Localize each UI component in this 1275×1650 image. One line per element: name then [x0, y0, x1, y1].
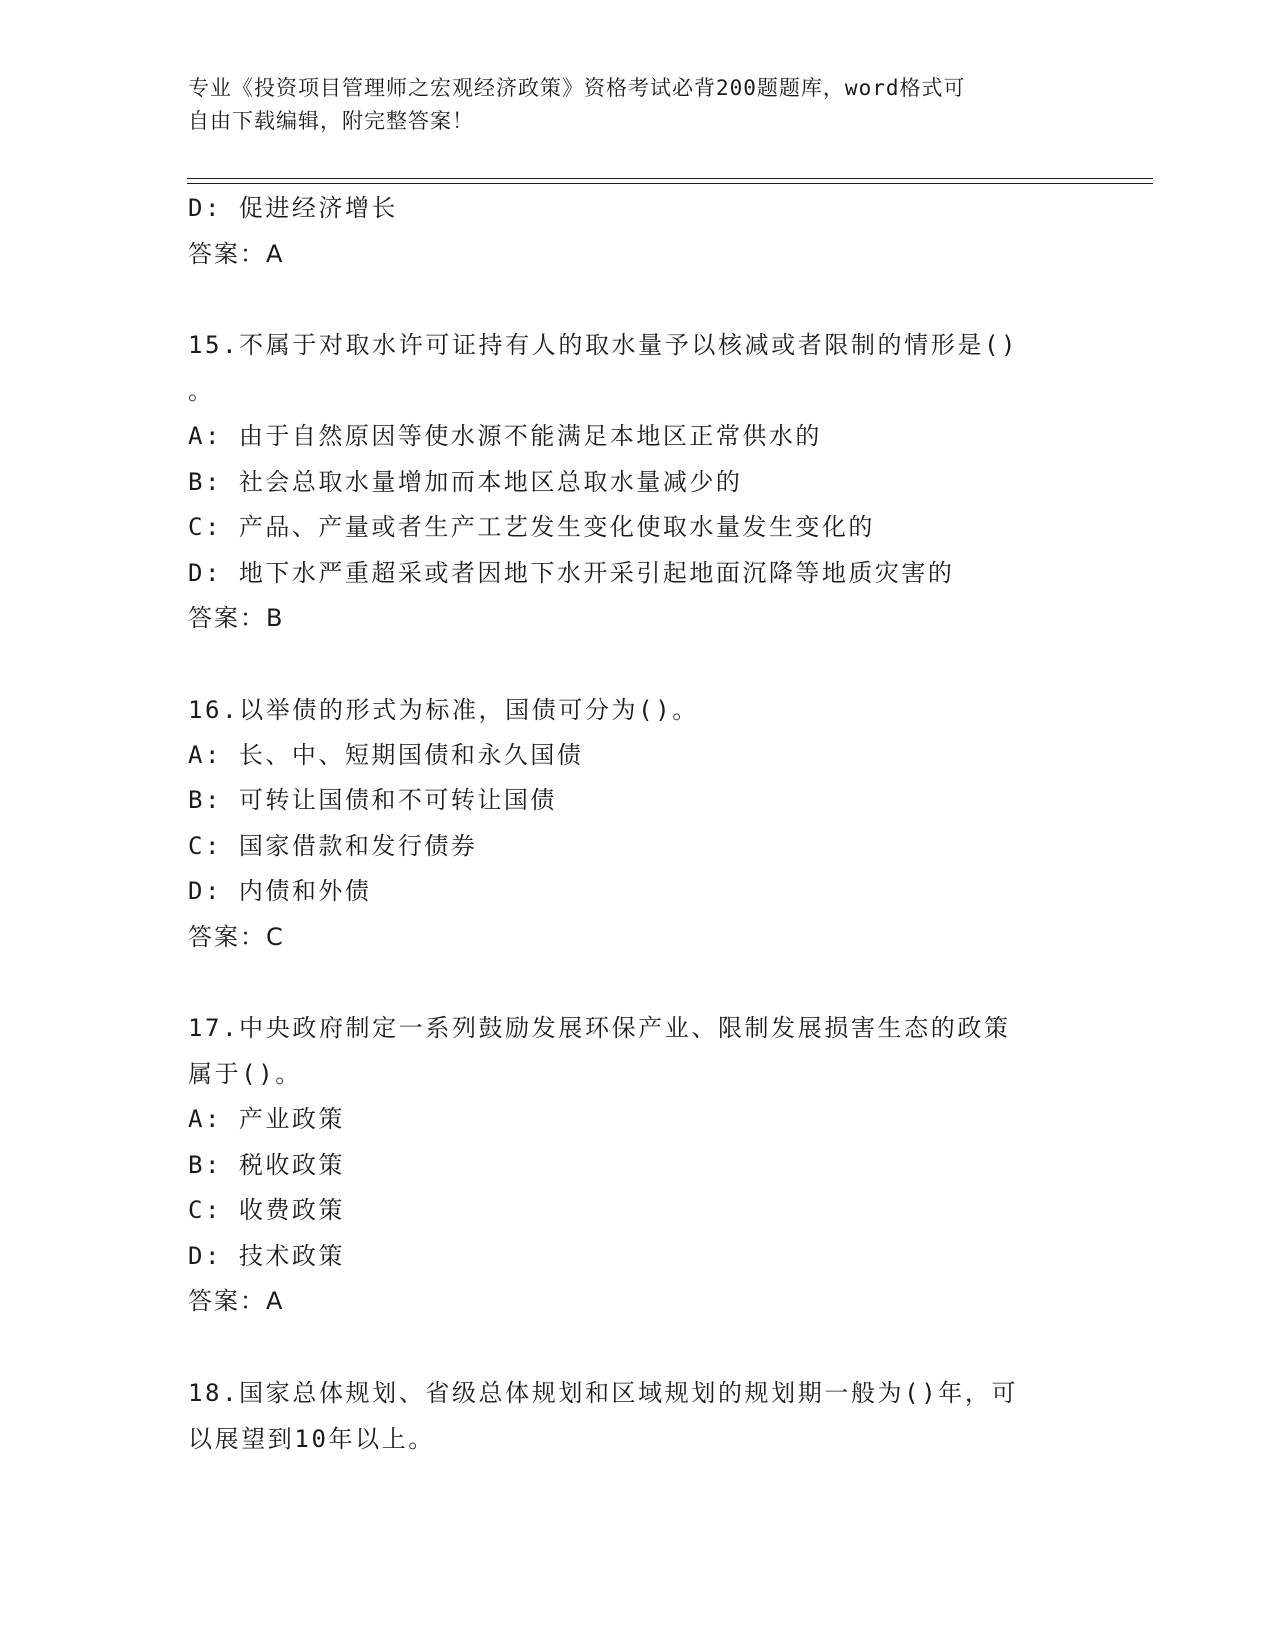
question-17 [188, 1005, 1088, 1325]
question-stem-continued: 以展望到10年以上。 [188, 1424, 435, 1453]
option-b: B: 税收政策 [188, 1150, 345, 1179]
option-b: B: 社会总取水量增加而本地区总取水量减少的 [188, 467, 743, 496]
question-15 [188, 322, 1088, 642]
option-d: D: 内债和外债 [188, 877, 372, 905]
document-header [188, 72, 1068, 138]
header-divider-top [187, 178, 1153, 179]
option-d: D: 技术政策 [188, 1241, 345, 1270]
question-16 [188, 687, 1088, 961]
answer-line: 答案：C [188, 922, 285, 951]
question-18 [188, 1370, 1088, 1462]
header-divider-bottom [187, 183, 1153, 184]
header-title-line-2: 自由下载编辑，附完整答案！ [188, 109, 474, 133]
option-c: C: 产品、产量或者生产工艺发生变化使取水量发生变化的 [188, 513, 875, 541]
question-stem: 17.中央政府制定一系列鼓励发展环保产业、限制发展损害生态的政策 [188, 1014, 1011, 1042]
option-b: B: 可转让国债和不可转让国债 [188, 786, 557, 814]
option-d: D: 促进经济增长 [188, 194, 398, 222]
question-stem-continued: 。 [188, 377, 215, 405]
header-title-line-1: 专业《投资项目管理师之宏观经济政策》资格考试必背200题题库，word格式可 [188, 76, 966, 100]
option-a: A: 由于自然原因等使水源不能满足本地区正常供水的 [188, 422, 822, 450]
question-stem-continued: 属于()。 [188, 1060, 302, 1088]
option-c: C: 国家借款和发行债券 [188, 831, 478, 860]
answer-line: 答案：A [188, 1287, 285, 1315]
question-list [188, 186, 1088, 1462]
question-stem: 18.国家总体规划、省级总体规划和区域规划的规划期一般为()年，可 [188, 1378, 1019, 1407]
option-c: C: 收费政策 [188, 1196, 345, 1224]
option-a: A: 产业政策 [188, 1105, 345, 1133]
answer-line: 答案：B [188, 604, 285, 632]
option-d: D: 地下水严重超采或者因地下水开采引起地面沉降等地质灾害的 [188, 558, 955, 587]
question-stem: 15.不属于对取水许可证持有人的取水量予以核减或者限制的情形是() [188, 331, 1019, 359]
answer-line: 答案：A [188, 239, 285, 268]
option-a: A: 长、中、短期国债和永久国债 [188, 740, 584, 769]
question-stem: 16.以举债的形式为标准，国债可分为()。 [188, 695, 699, 724]
